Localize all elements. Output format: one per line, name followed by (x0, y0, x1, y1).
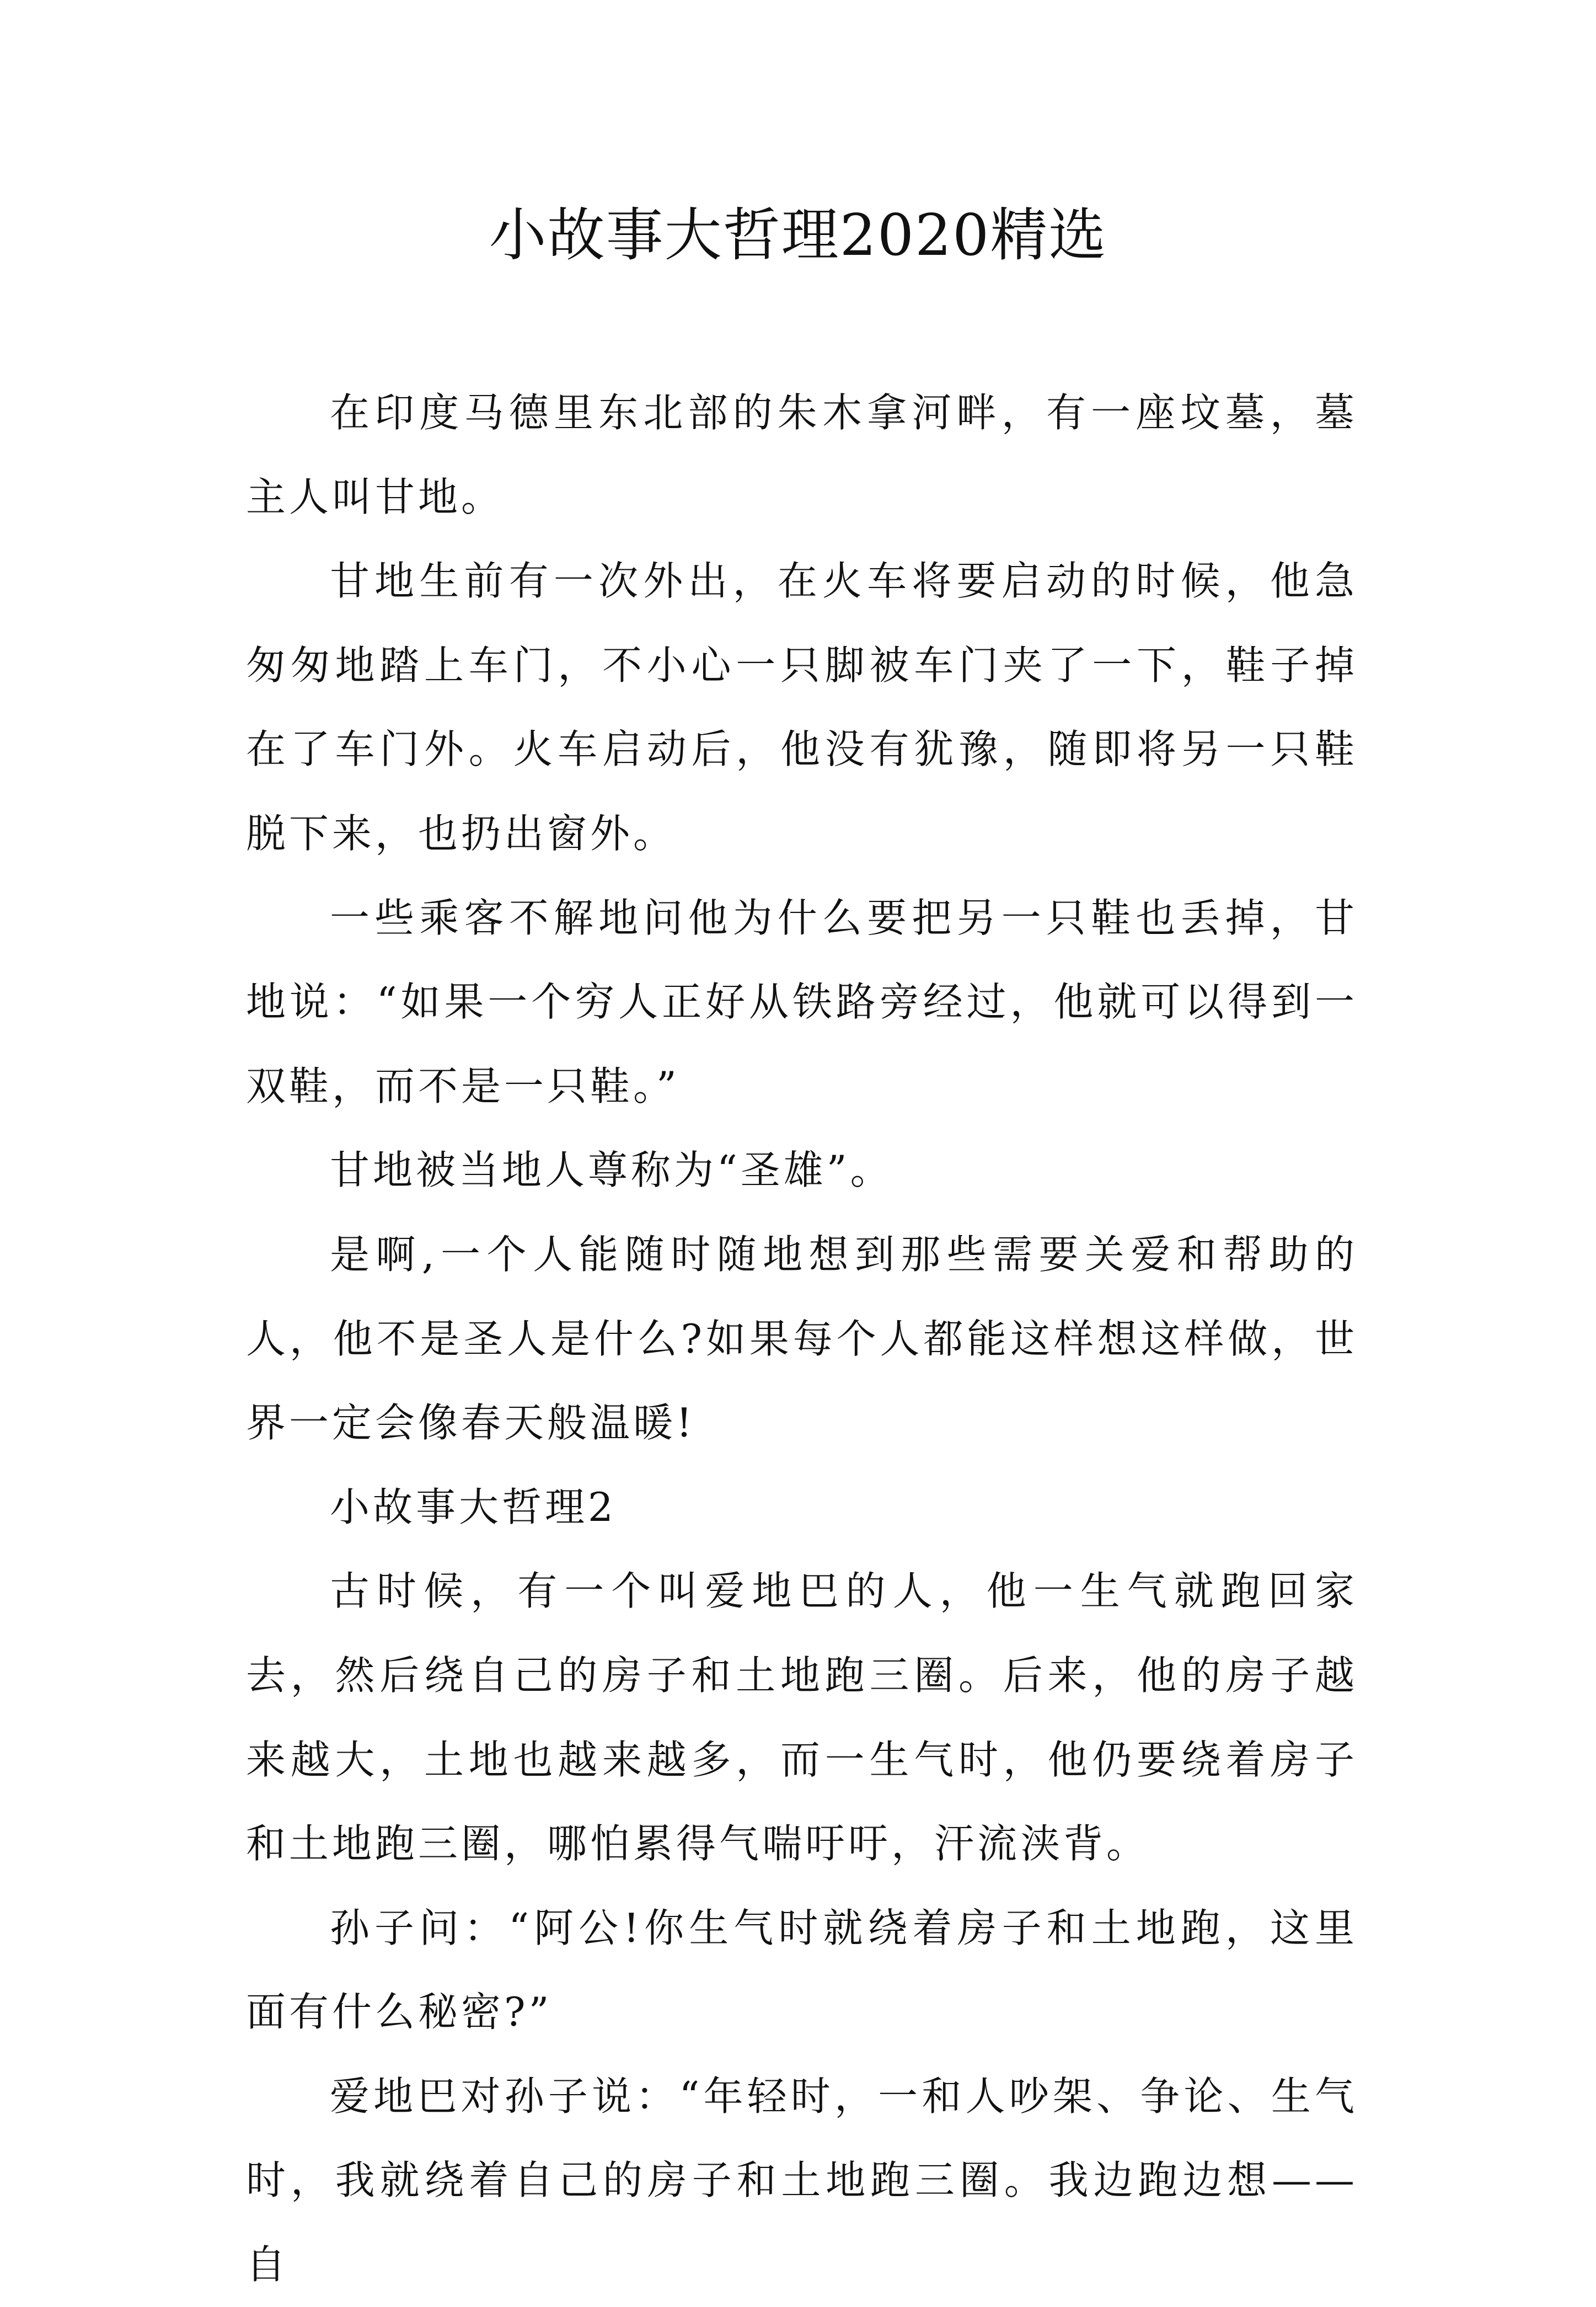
paragraph: 古时候，有一个叫爱地巴的人，他一生气就跑回家去，然后绕自己的房子和土地跑三圈。后来，他的房子越来越大，土地也越来越多，而一生气时，他仍要绕着房子和土地跑三圈，哪怕累得气喘吁吁，汗流浃背。 (246, 1568, 1358, 1867)
paragraph: 甘地被当地人尊称为“圣雄”。 (330, 1147, 893, 1194)
paragraph: 孙子问：“阿公!你生气时就绕着房子和土地跑，这里面有什么秘密?” (246, 1904, 1358, 2036)
paragraph: 爱地巴对孙子说：“年轻时，一和人吵架、争论、生气时，我就绕着自己的房子和土地跑三圈。我边跑边想——自 (246, 2073, 1358, 2288)
paragraph: 一些乘客不解地问他为什么要把另一只鞋也丢掉，甘地说：“如果一个穷人正好从铁路旁经过，他就可以得到一双鞋，而不是一只鞋。” (246, 894, 1358, 1109)
section-heading: 小故事大哲理2 (330, 1483, 617, 1530)
paragraph: 甘地生前有一次外出，在火车将要启动的时候，他急匆匆地踏上车门，不小心一只脚被车门夹了一下，鞋子掉在了车门外。火车启动后，他没有犹豫，随即将另一只鞋脱下来，也扔出窗外。 (246, 558, 1358, 857)
paragraph: 在印度马德里东北部的朱木拿河畔，有一座坟墓，墓主人叫甘地。 (246, 389, 1358, 520)
document-body (246, 371, 1358, 2307)
paragraph: 是啊,一个人能随时随地想到那些需要关爱和帮助的人，他不是圣人是什么?如果每个人都能这样想这样做，世界一定会像春天般温暖! (246, 1231, 1358, 1446)
document-title: 小故事大哲理2020精选 (489, 201, 1107, 269)
